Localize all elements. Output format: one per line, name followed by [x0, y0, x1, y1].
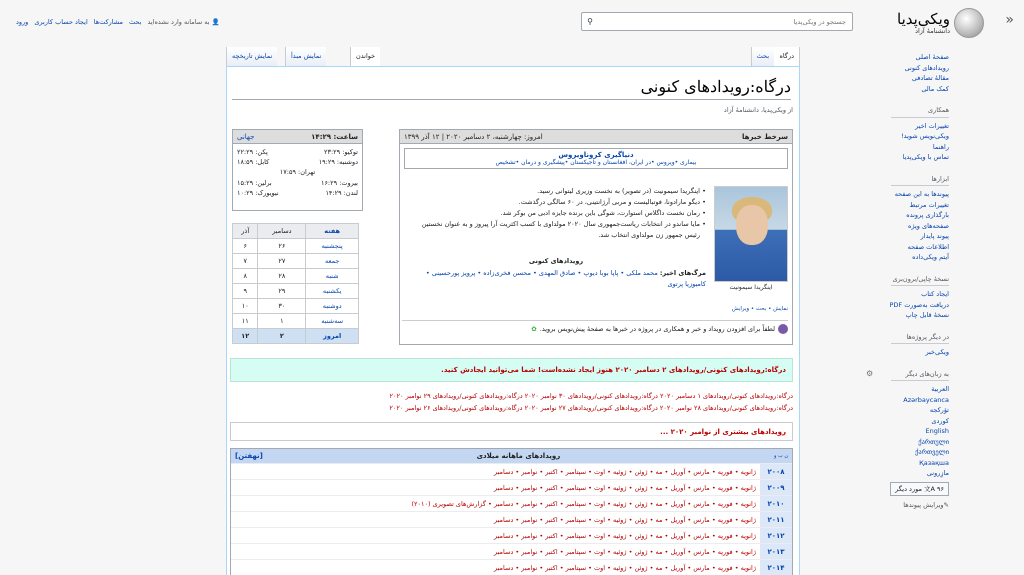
logo[interactable] — [874, 6, 984, 40]
navbox-row: ۲۰۱۴ ژانویه • فوریه • مارس • آوریل • مه • ژوئن • ژوئیه • اوت • سپتامبر • اکتبر • نوامبر • دسامبر — [231, 559, 792, 575]
logo-subtitle: دانشنامهٔ آزاد — [915, 27, 950, 35]
news-item: • اینگریدا سیمونیت (در تصویر) به نخست وزیری لیتوانی رسید. — [406, 186, 706, 197]
tab-bar — [226, 47, 800, 66]
world-clock — [232, 129, 363, 211]
sidebar-item-recent-changes[interactable]: تغییرات اخیر — [915, 121, 949, 130]
sidebar-item-what-links-here[interactable]: پیوندها به این صفحه — [894, 190, 949, 198]
sidebar-heading: ابزارها — [891, 174, 949, 187]
sidebar-print — [874, 274, 949, 321]
covid-title[interactable]: دنیاگیری کروناویروس — [558, 151, 634, 159]
sidebar-item-upload[interactable]: بارگذاری پرونده — [906, 211, 949, 219]
lang-link[interactable]: العربية — [931, 385, 949, 393]
deaths-label: مرگ‌های اخیر: — [659, 269, 706, 277]
sidebar-languages — [866, 368, 949, 511]
user-icon: 👤 — [211, 18, 220, 26]
tab-view-source[interactable]: نمایش مبدأ — [285, 47, 326, 66]
sidebar-item-help[interactable]: راهنما — [932, 142, 949, 151]
sidebar-item-current-events[interactable]: رویدادهای کنونی — [904, 63, 949, 72]
sidebar-heading: به زبان‌های دیگر — [891, 369, 949, 382]
calendar-header-row — [233, 224, 359, 239]
navbox-row: ۲۰۰۹ ژانویه • فوریه • مارس • آوریل • مه • ژوئن • ژوئیه • اوت • سپتامبر • اکتبر • نوامبر • دسامبر — [231, 479, 792, 495]
navbox-row: ۲۰۱۲ ژانویه • فوریه • مارس • آوریل • مه • ژوئن • ژوئیه • اوت • سپتامبر • اکتبر • نوامبر • دسامبر — [231, 527, 792, 543]
news-list — [406, 186, 706, 241]
logo-title: ویکی‌پدیا — [897, 10, 950, 28]
clock-header — [233, 130, 362, 144]
navbox-header — [231, 449, 792, 463]
site-sub: از ویکی‌پدیا، دانشنامهٔ آزاد — [723, 106, 793, 114]
sidebar-projects — [874, 332, 949, 358]
sidebar-item-permanent-link[interactable]: پیوند پایدار — [920, 232, 949, 240]
login-link[interactable]: ورود — [16, 18, 29, 26]
calendar-row: دوشنبه ۳۰ ۱۰ — [233, 299, 359, 314]
wikipedia-globe-icon — [954, 8, 984, 38]
more-events-bar — [230, 422, 793, 441]
news-photo[interactable] — [714, 186, 788, 282]
sidebar-item-main-page[interactable]: صفحهٔ اصلی — [915, 53, 949, 61]
more-languages-button[interactable]: 文A ۹۶ مورد دیگر — [890, 482, 949, 497]
sidebar-nav — [874, 52, 949, 94]
content — [226, 66, 800, 575]
gear-icon[interactable]: ⚙ — [866, 368, 874, 378]
calendar-row: جمعه ۲۷ ۷ — [233, 254, 359, 269]
sidebar-heading: در دیگر پروژه‌ها — [891, 332, 949, 345]
sidebar-item-related-changes[interactable]: تغییرات مرتبط — [909, 200, 949, 209]
covid-links[interactable]: بیماری •ویروس •در ایران، افغانستان و تاجیکستان •پیشگیری و درمان •تشخیص — [495, 159, 697, 166]
navbox-row: ۲۰۱۱ ژانویه • فوریه • مارس • آوریل • مه • ژوئن • ژوئیه • اوت • سپتامبر • اکتبر • نوامبر • دسامبر — [231, 511, 792, 527]
collapse-sidebar-icon[interactable]: « — [1005, 12, 1014, 28]
news-header — [400, 130, 792, 144]
calendar-row: سه‌شنبه ۱ ۱۱ — [233, 314, 359, 329]
covid-box — [404, 148, 788, 169]
calendar-header: دسامبر — [258, 224, 306, 239]
photo-face — [736, 205, 768, 245]
tab-read[interactable]: خواندن — [350, 47, 380, 66]
clock-title: ساعت: ۱۴:۲۹ — [311, 133, 358, 141]
page-title: درگاه:رویدادهای کنونی — [232, 77, 791, 100]
search-icon[interactable]: ⚲ — [587, 17, 593, 26]
tab-history[interactable]: نمایش تاریخچه — [226, 47, 277, 66]
navbox-title: رویدادهای ماهانه میلادی — [476, 452, 561, 460]
lang-link[interactable]: تۆرکجه — [929, 406, 949, 414]
create-page-link[interactable]: درگاه:رویدادهای کنونی/رویدادهای ۲ دسامبر ۲۰۲۰ هنوز ایجاد نشده‌است! شما می‌توانید ایجادش کنید. — [441, 366, 786, 374]
lang-link[interactable]: English — [925, 427, 949, 435]
sidebar-item-random-article[interactable]: مقالهٔ تصادفی — [911, 74, 949, 82]
recent-deaths — [406, 268, 706, 290]
sidebar-tools — [874, 174, 949, 263]
lang-link[interactable]: Azərbaycanca — [903, 395, 949, 404]
navbox-hide-toggle[interactable]: [نهفتن] — [235, 452, 263, 460]
lang-link[interactable]: کوردی — [931, 416, 949, 425]
day-links-row[interactable]: درگاه:رویدادهای کنونی/رویدادهای ۲۸ نوامبر ۲۰۲۰ درگاه:رویدادهای کنونی/رویدادهای ۲۷ نوامبر ۲۰۲۰ درگاه:رویدادهای کنونی/رویدادهای ۲۶ نوامبر ۲۰۲۰ — [389, 404, 793, 412]
sidebar-interaction — [874, 105, 949, 163]
translate-icon: 文A — [924, 484, 938, 493]
news-help-text: لطفاً برای افزودن رویداد و خبر و همکاری در پروژه در خبرها به صفحهٔ پیش‌نویس بروید. — [539, 325, 775, 333]
search-input[interactable] — [598, 13, 852, 30]
sidebar-item-download-pdf[interactable]: دریافت به‌صورت PDF — [889, 300, 949, 309]
calendar-header: هفته — [306, 224, 359, 239]
contributions-link[interactable]: مشارکت‌ها — [93, 18, 124, 26]
lang-link[interactable]: مازِرونی — [926, 469, 949, 477]
news-item: • رمان نخست داگلاس استوارت، شوگی باین برنده جایزه ادبی من بوکر شد. — [406, 208, 706, 219]
mini-calendar — [232, 223, 359, 344]
news-box — [399, 129, 793, 345]
ongoing-section — [406, 256, 706, 290]
sidebar-item-wikidata[interactable]: آیتم ویکی‌داده — [912, 253, 949, 261]
news-item: • مایا ساندو در انتخابات ریاست‌جمهوری سال ۲۰۲۰ مولداوی با کسب اکثریت آرا پیروز و به عنوان نخستین رئیس جمهور زن مولداوی انتخاب شد. — [406, 219, 706, 241]
sidebar-item-wikinews[interactable]: ویکی‌خبر — [925, 348, 949, 356]
news-footer-links[interactable]: نمایش • بحث • ویرایش — [731, 306, 788, 312]
clock-row: دوشنبه: ۱۹:۲۹ کابل: ۱۸:۵۹ — [237, 158, 358, 167]
personal-tools — [16, 18, 220, 26]
day-links — [230, 390, 793, 414]
news-item: • دیگو مارادونا، فوتبالیست و مربی آرژانتینی، در ۶۰ سالگی درگذشت. — [406, 197, 706, 208]
calendar-row: شنبه ۲۸ ۸ — [233, 269, 359, 284]
navbox-vte[interactable]: ن ب و — [774, 453, 788, 459]
pencil-icon: ✎ — [943, 501, 949, 509]
sidebar — [866, 52, 1024, 522]
tab-portal[interactable]: درگاه — [773, 47, 800, 66]
navbox-row: ۲۰۱۳ ژانویه • فوریه • مارس • آوریل • مه • ژوئن • ژوئیه • اوت • سپتامبر • اکتبر • نوامبر • دسامبر — [231, 543, 792, 559]
missing-page-notice — [230, 358, 793, 382]
sidebar-item-printable[interactable]: نسخهٔ قابل چاپ — [905, 311, 949, 319]
help-icon — [778, 324, 788, 334]
sidebar-item-create-book[interactable]: ایجاد کتاب — [921, 290, 949, 298]
ongoing-title: رویدادهای کنونی — [528, 257, 584, 265]
lang-link[interactable]: ქართველი — [915, 448, 949, 456]
calendar-row: یکشنبه ۲۹ ۹ — [233, 284, 359, 299]
create-account-link[interactable]: ایجاد حساب کاربری — [34, 18, 88, 26]
clock-row: توکیو: ۲۳:۲۹ پکن: ۲۲:۲۹ — [237, 148, 358, 156]
user-status: 👤 به سامانه وارد نشده‌اید — [147, 18, 220, 26]
search-box — [581, 12, 853, 31]
lang-link[interactable]: ქართული — [918, 437, 949, 446]
sidebar-item-special-pages[interactable]: صفحه‌های ویژه — [908, 221, 949, 230]
navbox-row: ۲۰۰۸ ژانویه • فوریه • مارس • آوریل • مه • ژوئن • ژوئیه • اوت • سپتامبر • اکتبر • نوامبر • دسامبر — [231, 463, 792, 479]
day-links-row[interactable]: درگاه:رویدادهای کنونی/رویدادهای ۱ دسامبر ۲۰۲۰ درگاه:رویدادهای کنونی/رویدادهای ۳۰ نوامبر ۲۰۲۰ درگاه:رویدادهای کنونی/رویدادهای ۲۹ نوامبر ۲۰۲۰ — [389, 392, 793, 400]
clock-cities — [233, 144, 362, 201]
photo-caption: اینگریدا سیمونیت — [729, 284, 773, 291]
news-help — [402, 320, 788, 334]
sidebar-item-become-editor[interactable]: ویکی‌نویس شوید! — [901, 132, 949, 140]
news-date: امروز: چهارشنبه، ۲ دسامبر ۲۰۲۰ | ۱۲ آذر ۱۳۹۹ — [404, 133, 543, 141]
calendar-row-today: امروز ۲ ۱۲ — [233, 329, 359, 344]
sidebar-item-donate[interactable]: کمک مالی — [921, 84, 949, 93]
sidebar-item-page-info[interactable]: اطلاعات صفحه — [907, 242, 949, 251]
sidebar-heading: نسخهٔ چاپی/برون‌بری — [891, 274, 949, 287]
calendar-row: پنجشنبه ۲۶ ۶ — [233, 239, 359, 254]
news-title: سرخط خبرها — [742, 133, 788, 141]
talk-link[interactable]: بحث — [129, 18, 142, 26]
lang-link[interactable]: Қазақша — [919, 458, 949, 467]
monthly-events-navbox — [230, 448, 793, 575]
world-time-link[interactable]: جهانی — [237, 133, 255, 141]
tab-talk[interactable]: بحث — [751, 47, 774, 66]
clock-row: تهران: ۱۷:۵۹ — [279, 168, 316, 177]
edit-links-link[interactable]: ✎ویرایش پیوندها — [903, 501, 949, 509]
more-events-link[interactable]: رویدادهای بیشتری از نوامبر ۲۰۲۰ ... — [660, 428, 786, 436]
sidebar-item-contact[interactable]: تماس با ویکی‌پدیا — [902, 153, 949, 161]
puzzle-icon: ✿ — [531, 325, 537, 333]
clock-row: بیروت: ۱۶:۲۹ برلین: ۱۵:۲۹ — [237, 178, 358, 187]
clock-row: لندن: ۱۴:۲۹ نیویورک: ۱۰:۲۹ — [237, 188, 358, 197]
navbox-row: ۲۰۱۰ ژانویه • فوریه • مارس • آوریل • مه • ژوئن • ژوئیه • اوت • سپتامبر • اکتبر • نوامبر • دسامبر • گزارش‌های تصویری (۲۰۱۰) — [231, 495, 792, 511]
calendar-header: آذر — [233, 224, 258, 239]
sidebar-heading: همکاری — [891, 105, 949, 118]
deaths-links[interactable]: محمد ملکی • پاپا بوبا دیوپ • صادق المهدی • محسن فخری‌زاده • پرویز پورحسینی • کامبوزیا پرتوی — [425, 269, 706, 288]
